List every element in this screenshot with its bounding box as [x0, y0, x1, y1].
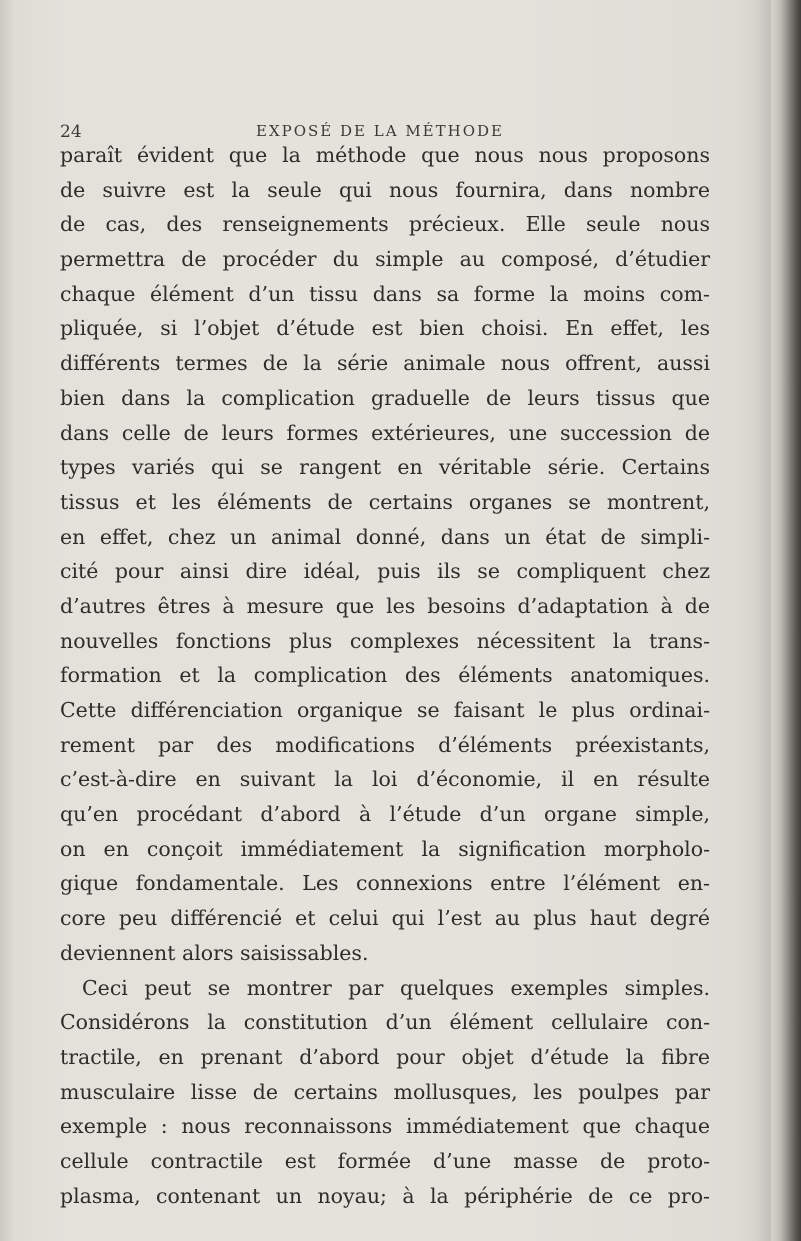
text-line: de suivre est la seule qui nous fournira, dans nombre — [60, 177, 710, 202]
book-spine — [771, 0, 801, 1241]
running-title: EXPOSÉ DE LA MÉTHODE — [256, 122, 504, 140]
body-text — [60, 138, 710, 1213]
page-edge-shadow — [0, 0, 14, 1241]
text-line: tissus et les éléments de certains organes se montrent, — [60, 489, 710, 514]
text-line: on en conçoit immédiatement la signification morpholo- — [60, 836, 710, 861]
text-line: dans celle de leurs formes extérieures, une succession de — [60, 420, 710, 445]
text-line: qu’en procédant d’abord à l’étude d’un organe simple, — [60, 802, 710, 827]
text-line: nouvelles fonctions plus complexes nécessitent la trans- — [60, 628, 710, 653]
text-line: chaque élément d’un tissu dans sa forme la moins com- — [60, 281, 710, 306]
text-line: différents termes de la série animale nous offrent, aussi — [60, 351, 710, 376]
text-line: c’est-à-dire en suivant la loi d’économie, il en résulte — [60, 767, 710, 792]
text-line: cité pour ainsi dire idéal, puis ils se compliquent chez — [60, 559, 710, 584]
paragraph-start-line: Ceci peut se montrer par quelques exemples simples. — [82, 975, 710, 1000]
text-line: d’autres êtres à mesure que les besoins d’adaptation à de — [60, 593, 710, 618]
page-number: 24 — [60, 122, 82, 142]
text-line: de cas, des renseignements précieux. Elle seule nous — [60, 212, 710, 237]
text-line: exemple : nous reconnaissons immédiatement que chaque — [60, 1114, 710, 1139]
text-line: core peu différencié et celui qui l’est au plus haut degré — [60, 906, 710, 931]
paragraph-end-line: deviennent alors saisissables. — [60, 940, 369, 965]
text-line: tractile, en prenant d’abord pour objet d’étude la fibre — [60, 1044, 710, 1069]
text-line: types variés qui se rangent en véritable série. Certains — [60, 455, 710, 480]
text-line: pliquée, si l’objet d’étude est bien choisi. En effet, les — [60, 316, 710, 341]
text-line: Cette différenciation organique se faisant le plus ordinai- — [60, 698, 710, 722]
text-line: formation et la complication des éléments anatomiques. — [60, 663, 710, 688]
text-line: musculaire lisse de certains mollusques, les poulpes par — [60, 1079, 710, 1104]
text-line: permettra de procéder du simple au composé, d’étudier — [60, 247, 710, 272]
text-line: rement par des modifications d’éléments préexistants, — [60, 732, 710, 757]
text-line: en effet, chez un animal donné, dans un état de simpli- — [60, 524, 710, 549]
text-line: paraît évident que la méthode que nous nous proposons — [60, 143, 710, 167]
text-line: cellule contractile est formée d’une masse de proto- — [60, 1148, 710, 1173]
text-line: Considérons la constitution d’un élément cellulaire con- — [60, 1010, 710, 1035]
text-line: gique fondamentale. Les connexions entre l’élément en- — [60, 871, 710, 896]
text-line: bien dans la complication graduelle de leurs tissus que — [60, 385, 710, 410]
text-line: plasma, contenant un noyau; à la périphérie de ce pro- — [60, 1183, 710, 1208]
